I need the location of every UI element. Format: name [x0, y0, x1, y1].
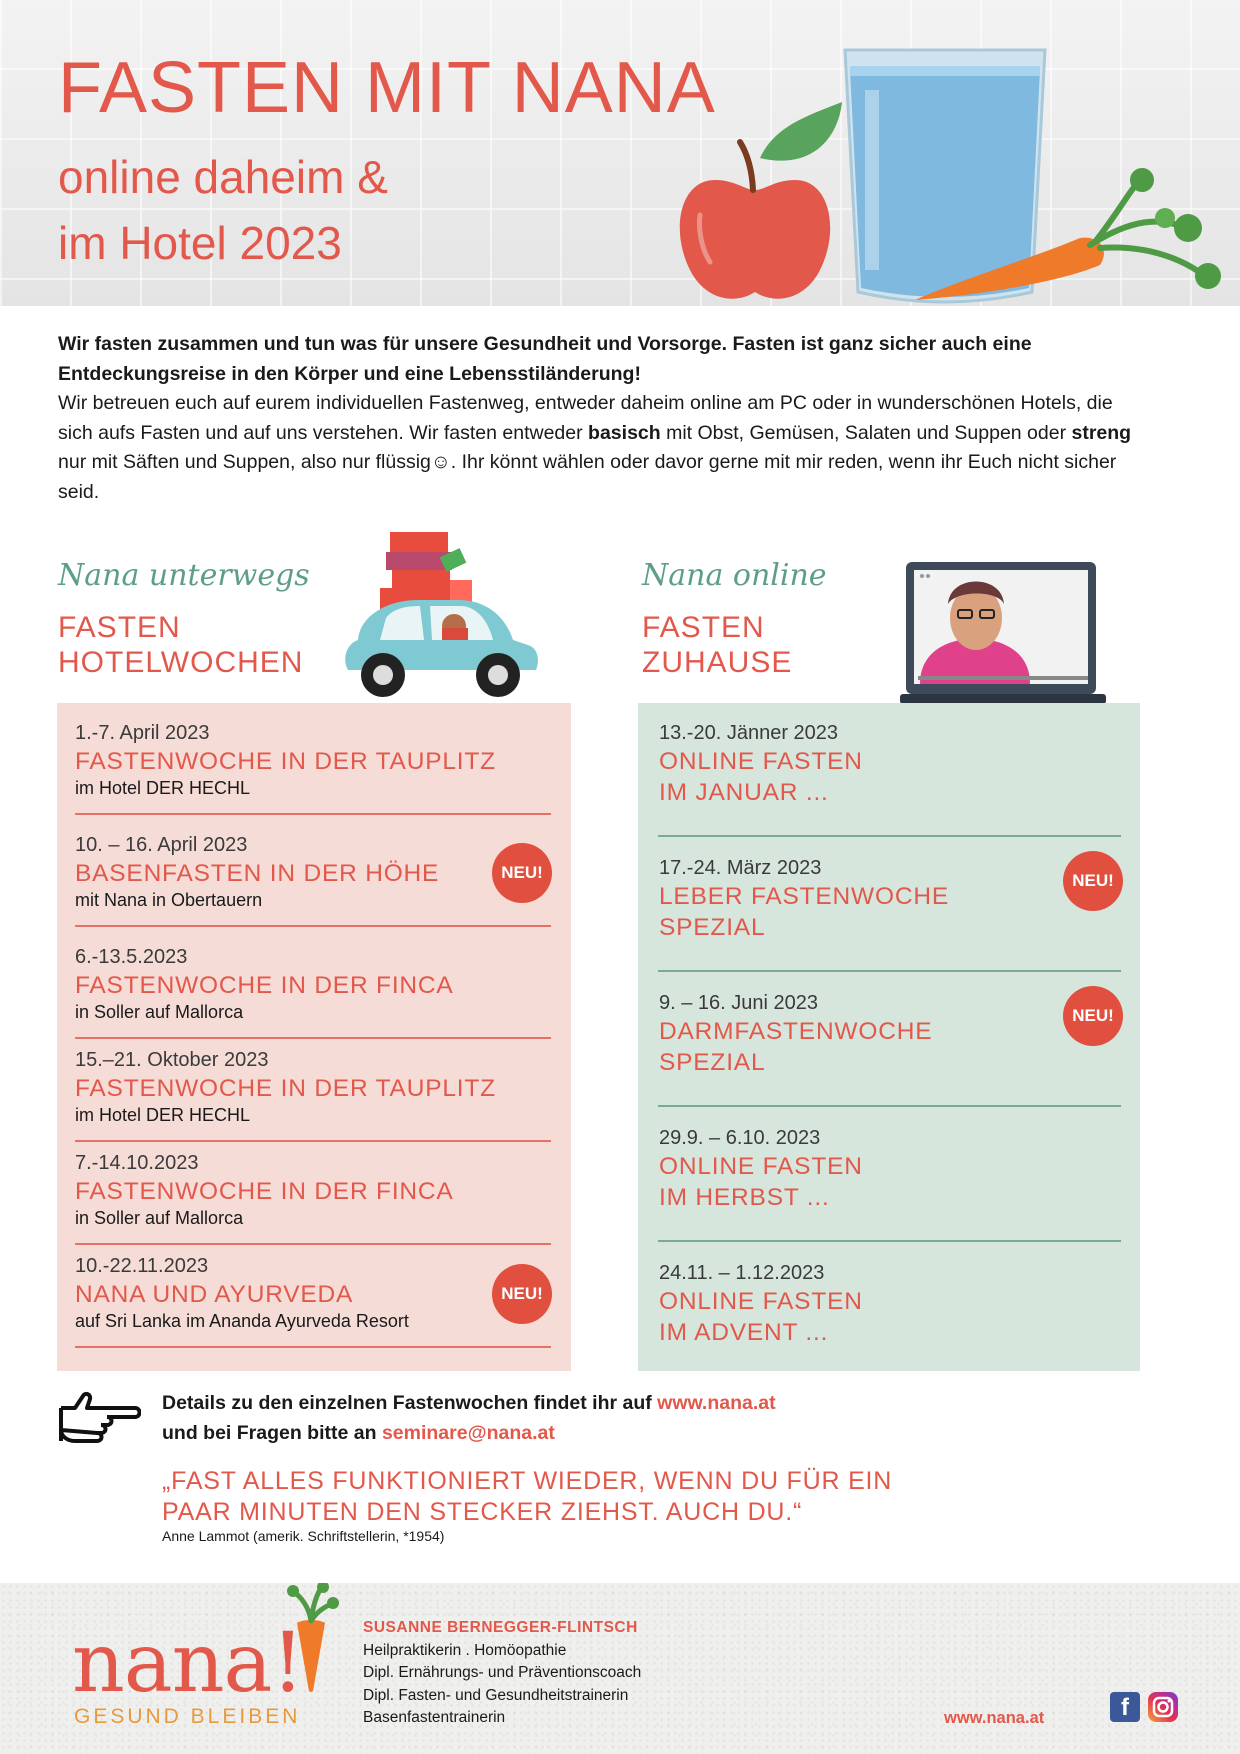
contact-role: Dipl. Ernährungs- und Präventionscoach	[363, 1664, 642, 1681]
list-item[interactable]	[659, 991, 932, 1078]
event-title: FASTENWOCHE IN DER TAUPLITZ	[75, 748, 496, 775]
divider	[75, 1346, 551, 1348]
list-item[interactable]	[659, 721, 863, 808]
subtitle-line-2: im Hotel 2023	[58, 217, 342, 269]
right-column-title	[642, 610, 792, 680]
event-date: 13.-20. Jänner 2023	[659, 722, 839, 744]
left-column-title	[58, 610, 303, 680]
event-title: NANA UND AYURVEDA	[75, 1281, 354, 1308]
hotel-weeks-panel	[57, 703, 571, 1371]
event-date: 15.–21. Oktober 2023	[75, 1049, 269, 1071]
event-date: 17.-24. März 2023	[659, 857, 822, 879]
list-item[interactable]	[659, 1261, 863, 1348]
contact-role: Dipl. Fasten- und Gesundheitstrainerin	[363, 1686, 629, 1704]
left-title-line-1: FASTEN	[58, 611, 181, 644]
event-date: 6.-13.5.2023	[75, 946, 188, 968]
pointing-hand-icon	[57, 1390, 141, 1450]
carrot-logo-icon	[283, 1583, 339, 1693]
logo-wordmark: nana!	[72, 1616, 304, 1711]
event-subtitle: im Hotel DER HECHL	[75, 1105, 251, 1125]
event-subtitle: in Soller auf Mallorca	[75, 1002, 244, 1022]
event-title-line-2: IM HERBST ...	[659, 1184, 830, 1211]
apple-glass-carrot-illustration	[660, 30, 1240, 306]
event-title-line-2: SPEZIAL	[659, 1049, 766, 1076]
page-subtitle	[58, 144, 388, 276]
event-date: 10.-22.11.2023	[75, 1255, 209, 1277]
new-badge: NEU!	[492, 1264, 552, 1324]
email-link[interactable]: seminare@nana.at	[381, 1422, 555, 1444]
divider	[75, 1243, 551, 1245]
event-date: 24.11. – 1.12.2023	[659, 1262, 825, 1284]
instagram-glyph	[1148, 1692, 1178, 1722]
event-title-line-2: IM ADVENT ...	[659, 1319, 829, 1346]
event-title-line-1: LEBER FASTENWOCHE	[659, 883, 949, 910]
page-title: FASTEN MIT NANA	[58, 48, 716, 128]
event-title-line-1: ONLINE FASTEN	[659, 1153, 863, 1180]
note-line-2: und bei Fragen bitte an	[162, 1422, 382, 1444]
new-badge: NEU!	[1063, 851, 1123, 911]
new-badge: NEU!	[1063, 986, 1123, 1046]
list-item[interactable]	[75, 1151, 454, 1230]
instagram-icon[interactable]	[1148, 1692, 1178, 1722]
divider	[75, 1037, 551, 1039]
event-title-line-1: ONLINE FASTEN	[659, 1288, 863, 1315]
contact-name: SUSANNE BERNEGGER-FLINTSCH	[363, 1619, 638, 1636]
divider	[658, 1105, 1121, 1107]
list-item[interactable]	[75, 945, 454, 1024]
intro-lead: Wir fasten zusammen und tun was für unsere Gesundheit und Vorsorge. Fasten ist ganz sicher auch eine Entdeckungsreise in den Körper und eine Lebensstiländerung!	[58, 333, 1032, 385]
note-line-1: Details zu den einzelnen Fastenwochen findet ihr auf	[162, 1392, 658, 1414]
event-date: 9. – 16. Juni 2023	[659, 992, 819, 1014]
event-title: FASTENWOCHE IN DER TAUPLITZ	[75, 1075, 496, 1102]
event-title-line-2: IM JANUAR ...	[659, 779, 829, 806]
header-banner	[0, 0, 1240, 306]
divider	[75, 925, 551, 927]
website-link[interactable]: www.nana.at	[657, 1392, 776, 1414]
event-date: 1.-7. April 2023	[75, 722, 210, 744]
event-date: 7.-14.10.2023	[75, 1152, 199, 1174]
list-item[interactable]	[75, 833, 439, 912]
divider	[658, 970, 1121, 972]
intro-body-part-2: mit Obst, Gemüsen, Salaten und Suppen oder	[660, 421, 1072, 444]
event-subtitle: in Soller auf Mallorca	[75, 1208, 244, 1228]
intro-body-part-3: nur mit Säften und Suppen, also nur flüssig☺. Ihr könnt wählen oder davor gerne mit mir reden, wenn ihr Euch nicht sicher seid.	[58, 451, 1117, 503]
divider	[75, 1140, 551, 1142]
event-title: BASENFASTEN IN DER HÖHE	[75, 860, 440, 887]
intro-text	[58, 330, 1138, 507]
left-script-heading: Nana unterwegs	[58, 558, 310, 593]
quote-line-1: „FAST ALLES FUNKTIONIERT WIEDER, WENN DU FÜR EIN	[162, 1467, 893, 1495]
car-with-luggage-illustration	[338, 530, 544, 705]
contact-role: Basenfastentrainerin	[363, 1709, 506, 1726]
event-subtitle: auf Sri Lanka im Ananda Ayurveda Resort	[75, 1311, 409, 1331]
new-badge: NEU!	[492, 843, 552, 903]
quote-line-2: PAAR MINUTEN DEN STECKER ZIEHST. AUCH DU.“	[162, 1498, 803, 1526]
logo-tagline: GESUND BLEIBEN	[74, 1705, 301, 1728]
event-title-line-2: SPEZIAL	[659, 914, 766, 941]
right-script-heading: Nana online	[642, 558, 827, 593]
event-title-line-1: ONLINE FASTEN	[659, 748, 863, 775]
list-item[interactable]	[659, 856, 949, 943]
list-item[interactable]	[75, 721, 496, 800]
list-item[interactable]	[659, 1126, 863, 1213]
facebook-icon[interactable]	[1110, 1692, 1140, 1722]
right-title-line-2: ZUHAUSE	[642, 646, 793, 679]
divider	[658, 835, 1121, 837]
intro-bold-basisch: basisch	[588, 421, 661, 444]
left-title-line-2: HOTELWOCHEN	[58, 646, 304, 679]
event-date: 10. – 16. April 2023	[75, 834, 248, 856]
list-item[interactable]	[75, 1048, 496, 1127]
right-title-line-1: FASTEN	[642, 611, 765, 644]
facebook-glyph: f	[1121, 1694, 1129, 1721]
laptop-video-call-illustration	[900, 560, 1106, 706]
intro-bold-streng: streng	[1071, 421, 1132, 444]
footer-website-link[interactable]: www.nana.at	[944, 1709, 1045, 1727]
event-date: 29.9. – 6.10. 2023	[659, 1127, 821, 1149]
divider	[658, 1240, 1121, 1242]
quote	[162, 1466, 892, 1528]
online-fasting-panel	[638, 703, 1140, 1371]
divider	[75, 813, 551, 815]
intro-body-part-1: Wir betreuen euch auf eurem individuellen Fastenweg, entweder daheim online am PC oder in wunderschönen Hotels, die sich aufs Fasten und auf uns verstehen. Wir fasten entweder	[58, 392, 1113, 444]
intro-body	[58, 389, 1138, 507]
quote-author: Anne Lammot (amerik. Schriftstellerin, *1954)	[162, 1528, 445, 1544]
subtitle-line-1: online daheim &	[58, 151, 388, 203]
event-subtitle: mit Nana in Obertauern	[75, 890, 263, 910]
event-subtitle: im Hotel DER HECHL	[75, 778, 251, 798]
list-item[interactable]	[75, 1254, 409, 1333]
event-title-line-1: DARMFASTENWOCHE	[659, 1018, 933, 1045]
event-title: FASTENWOCHE IN DER FINCA	[75, 972, 454, 999]
contact-block	[363, 1617, 641, 1730]
event-title: FASTENWOCHE IN DER FINCA	[75, 1178, 454, 1205]
contact-role: Heilpraktikerin . Homöopathie	[363, 1641, 567, 1659]
details-note	[162, 1388, 776, 1448]
